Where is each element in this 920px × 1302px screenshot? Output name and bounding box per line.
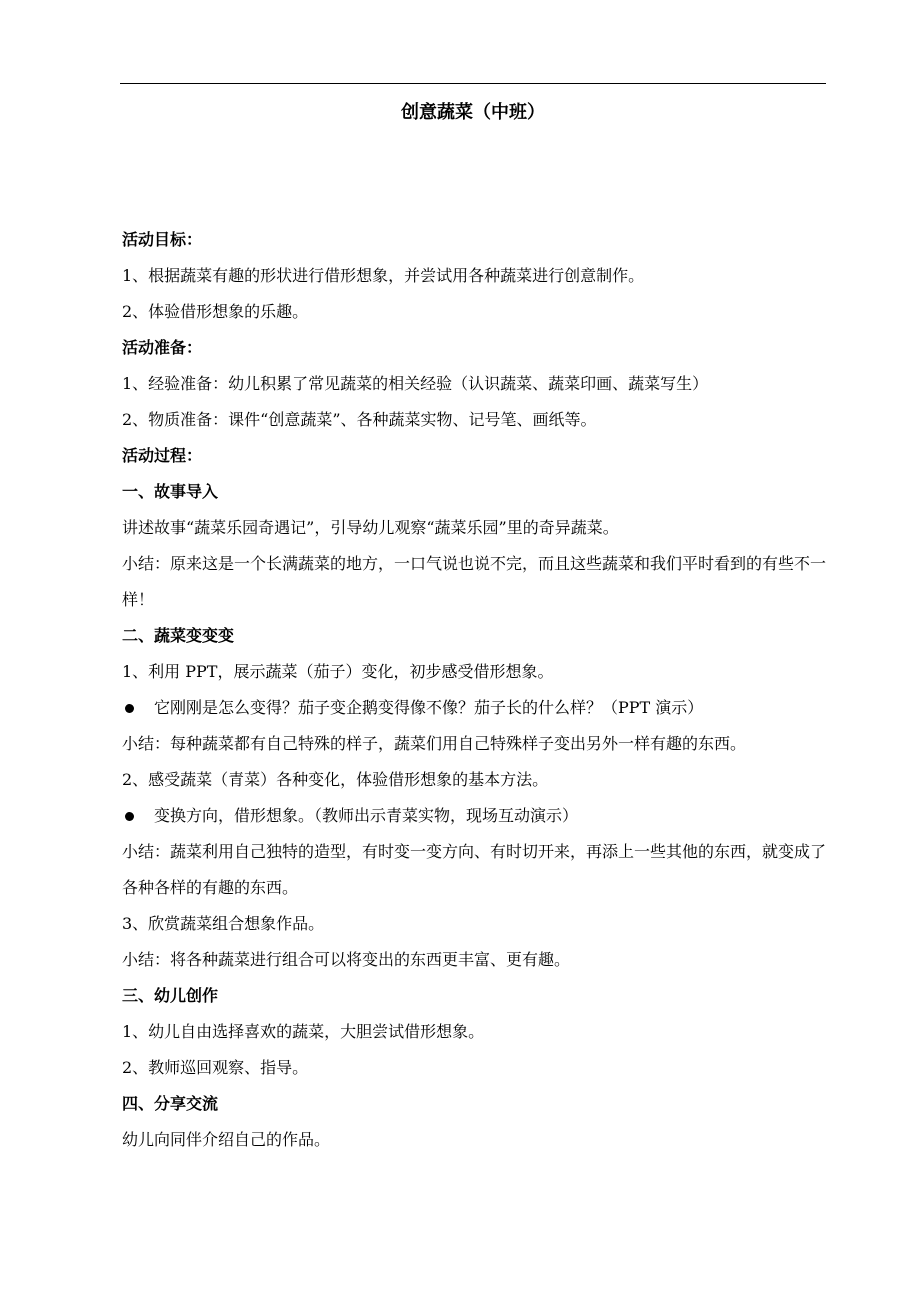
bullet-dot-icon xyxy=(125,812,134,821)
summary-paragraph: 小结：原来这是一个长满蔬菜的地方，一口气说也说不完，而且这些蔬菜和我们平时看到的有些不一样！ xyxy=(122,554,827,609)
paragraph: 3、欣赏蔬菜组合想象作品。 xyxy=(122,914,325,933)
document-body xyxy=(122,228,834,1164)
paragraph: 1、经验准备：幼儿积累了常见蔬菜的相关经验（认识蔬菜、蔬菜印画、蔬菜写生） xyxy=(122,374,709,393)
paragraph: 1、根据蔬菜有趣的形状进行借形想象，并尝试用各种蔬菜进行创意制作。 xyxy=(122,266,645,285)
paragraph: 2、体验借形想象的乐趣。 xyxy=(122,302,309,321)
summary-paragraph: 小结：蔬菜利用自己独特的造型，有时变一变方向、有时切开来，再添上一些其他的东西，就变成了各种各样的有趣的东西。 xyxy=(122,842,827,897)
paragraph: 1、利用 PPT，展示蔬菜（茄子）变化，初步感受借形想象。 xyxy=(122,662,554,681)
bullet-text: 变换方向，借形想象。（教师出示青菜实物，现场互动演示） xyxy=(154,806,579,825)
summary-paragraph: 小结：将各种蔬菜进行组合可以将变出的东西更丰富、更有趣。 xyxy=(122,950,571,969)
subsection-heading-vegetable-change: 二、蔬菜变变变 xyxy=(122,626,235,645)
section-heading-objectives: 活动目标： xyxy=(122,230,203,249)
paragraph: 2、物质准备：课件“创意蔬菜”、各种蔬菜实物、记号笔、画纸等。 xyxy=(122,410,597,429)
subsection-heading-child-creation: 三、幼儿创作 xyxy=(122,986,219,1005)
subsection-heading-story-intro: 一、故事导入 xyxy=(122,482,219,501)
bullet-dot-icon xyxy=(125,704,134,713)
document-title: 创意蔬菜（中班） xyxy=(401,102,545,123)
section-heading-preparation: 活动准备： xyxy=(122,338,203,357)
summary-paragraph: 小结：每种蔬菜都有自己特殊的样子，蔬菜们用自己特殊样子变出另外一样有趣的东西。 xyxy=(122,734,747,753)
paragraph: 2、教师巡回观察、指导。 xyxy=(122,1058,309,1077)
paragraph: 2、感受蔬菜（青菜）各种变化，体验借形想象的基本方法。 xyxy=(122,770,549,789)
bullet-text: 它刚刚是怎么变得？茄子变企鹅变得像不像？茄子长的什么样？（PPT 演示） xyxy=(154,698,704,717)
paragraph: 幼儿向同伴介绍自己的作品。 xyxy=(122,1130,331,1149)
paragraph: 讲述故事“蔬菜乐园奇遇记”，引导幼儿观察“蔬菜乐园”里的奇异蔬菜。 xyxy=(122,518,619,537)
paragraph: 1、幼儿自由选择喜欢的蔬菜，大胆尝试借形想象。 xyxy=(122,1022,485,1041)
header-rule xyxy=(120,83,826,84)
bullet-item xyxy=(122,804,834,828)
bullet-item xyxy=(122,696,834,720)
section-heading-process: 活动过程： xyxy=(122,446,203,465)
subsection-heading-sharing: 四、分享交流 xyxy=(122,1094,219,1113)
